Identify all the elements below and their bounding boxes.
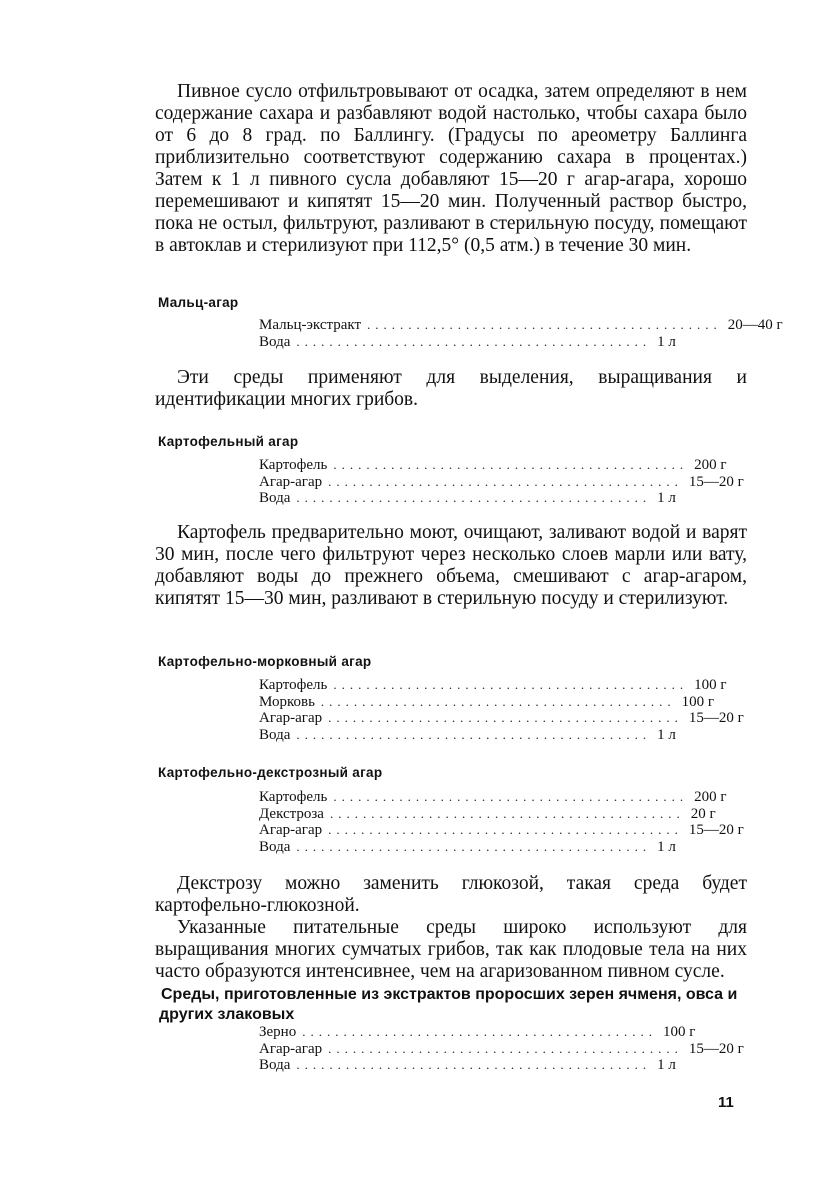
leader-dots: ........................................... [328, 473, 683, 489]
ingredient-name: Картофель [259, 789, 328, 805]
ingredient-amount: 15—20 г [688, 473, 744, 490]
recipe-title-potato-agar: Картофельный агар [158, 434, 299, 449]
recipe-title-potato-carrot-agar: Картофельно-морковный агар [158, 654, 372, 669]
leader-dots: ........................................... [329, 805, 685, 821]
ingredient-row [259, 726, 676, 744]
ingredient-name: Агар-агар [259, 1040, 323, 1057]
leader-dots: ........................................... [296, 726, 652, 742]
leader-dots: ........................................... [296, 333, 652, 349]
ingredient-row [259, 473, 744, 491]
recipe-potato-agar [259, 457, 744, 507]
ingredient-amount: 1 л [657, 726, 676, 743]
ingredient-amount: 100 г [681, 693, 715, 710]
paragraph-usage-ascomycetes: Указанные питательные среды широко используют для выращивания многих сумчатых грибов, так как плодовые тела на них часто образуются интенсивнее, чем на агаризованном пивном сусле. [155, 917, 747, 982]
ingredient-amount: 100 г [662, 1024, 696, 1040]
leader-dots: ........................................... [333, 457, 689, 472]
ingredient-row [259, 677, 727, 694]
leader-dots: ........................................... [328, 710, 683, 725]
recipe-potato-dextrose-agar [259, 789, 744, 855]
ingredient-row [259, 457, 727, 474]
ingredient-name: Картофель [259, 457, 328, 473]
recipe-grain-agar [259, 1024, 744, 1074]
paragraph-beer-wort: Пивное сусло отфильтровывают от осадка, затем определяют в нем содержание сахара и разбавляют водой настолько, чтобы сахара было от 6 до 8 град. по Баллингу. (Градусы по ареометру Баллинга приблизительно соответствуют содержанию сахара в процентах.) Затем к 1 л пивного сусла добавляют 15—20 г агар-агара, хорошо перемешивают и кипятят 15—20 мин. Полученный раствор быстро, пока не остыл, фильтруют, разливают в стерильную посуду, помещают в автоклав и стерилизуют при 112,5° (0,5 атм.) в течение 30 мин. [155, 81, 747, 256]
leader-dots: ........................................... [296, 490, 652, 505]
leader-dots: ........................................... [333, 677, 689, 692]
leader-dots: ........................................... [296, 1057, 652, 1072]
ingredient-amount: 20—40 г [727, 317, 783, 333]
ingredient-amount: 20 г [690, 805, 716, 822]
ingredient-name: Морковь [259, 693, 315, 710]
ingredient-row [259, 490, 676, 507]
ingredient-row [259, 1057, 676, 1074]
ingredient-name: Вода [259, 333, 291, 350]
leader-dots: ........................................... [302, 1024, 657, 1039]
leader-dots: ........................................... [328, 1040, 683, 1056]
ingredient-amount: 200 г [694, 789, 727, 805]
ingredient-row [259, 693, 715, 711]
ingredient-amount: 1 л [657, 490, 676, 506]
ingredient-amount: 15—20 г [688, 710, 744, 726]
paragraph-usage: Эти среды применяют для выделения, выращивания и идентификации многих грибов. [155, 367, 747, 410]
recipe-malt-agar [259, 317, 783, 350]
ingredient-row [259, 789, 727, 806]
ingredient-name: Вода [259, 838, 291, 855]
section-heading-grain-extracts: Среды, приготовленные из экстрактов проросших зерен ячменя, овса и других злаковых [159, 986, 738, 1023]
ingredient-name: Картофель [259, 677, 328, 693]
ingredient-amount: 1 л [657, 333, 676, 350]
ingredient-row [259, 838, 676, 856]
ingredient-name: Зерно [259, 1024, 297, 1040]
ingredient-name: Вода [259, 1057, 291, 1073]
ingredient-row [259, 333, 676, 351]
ingredient-amount: 15—20 г [688, 822, 744, 838]
ingredient-name: Вода [259, 726, 291, 743]
ingredient-amount: 1 л [657, 838, 676, 855]
recipe-title-malt-agar: Мальц-агар [158, 295, 239, 310]
leader-dots: ........................................... [328, 822, 683, 837]
ingredient-amount: 1 л [657, 1057, 676, 1073]
paragraph-potato-method: Картофель предварительно моют, очищают, заливают водой и варят 30 мин, после чего фильтруют через несколько слоев марли или вату, добавляют воды до прежнего объема, смешивают с агар-агаром, кипятят 15—30 мин, разливают в стерильную посуду и стерилизуют. [155, 522, 747, 609]
ingredient-name: Агар-агар [259, 710, 323, 726]
recipe-title-potato-dextrose-agar: Картофельно-декстрозный агар [158, 765, 383, 780]
ingredient-name: Вода [259, 490, 291, 506]
ingredient-row [259, 805, 716, 823]
ingredient-row [259, 822, 744, 839]
ingredient-name: Декстроза [259, 805, 324, 822]
ingredient-name: Агар-агар [259, 822, 323, 838]
ingredient-row [259, 317, 783, 334]
ingredient-row [259, 1040, 744, 1058]
ingredient-amount: 200 г [694, 457, 727, 473]
ingredient-name: Агар-агар [259, 473, 323, 490]
ingredient-amount: 100 г [694, 677, 727, 693]
ingredient-name: Мальц-экстракт [259, 317, 362, 333]
paragraph-dextrose-note: Декстрозу можно заменить глюкозой, такая среда будет картофельно-глюкозной. [155, 873, 747, 916]
leader-dots: ........................................... [333, 789, 689, 804]
leader-dots: ........................................... [367, 317, 722, 332]
ingredient-row [259, 710, 744, 727]
page-number: 11 [718, 1094, 734, 1111]
leader-dots: ........................................... [320, 693, 676, 709]
recipe-potato-carrot-agar [259, 677, 744, 743]
ingredient-amount: 15—20 г [688, 1040, 744, 1057]
leader-dots: ........................................... [296, 838, 652, 854]
ingredient-row [259, 1024, 696, 1041]
